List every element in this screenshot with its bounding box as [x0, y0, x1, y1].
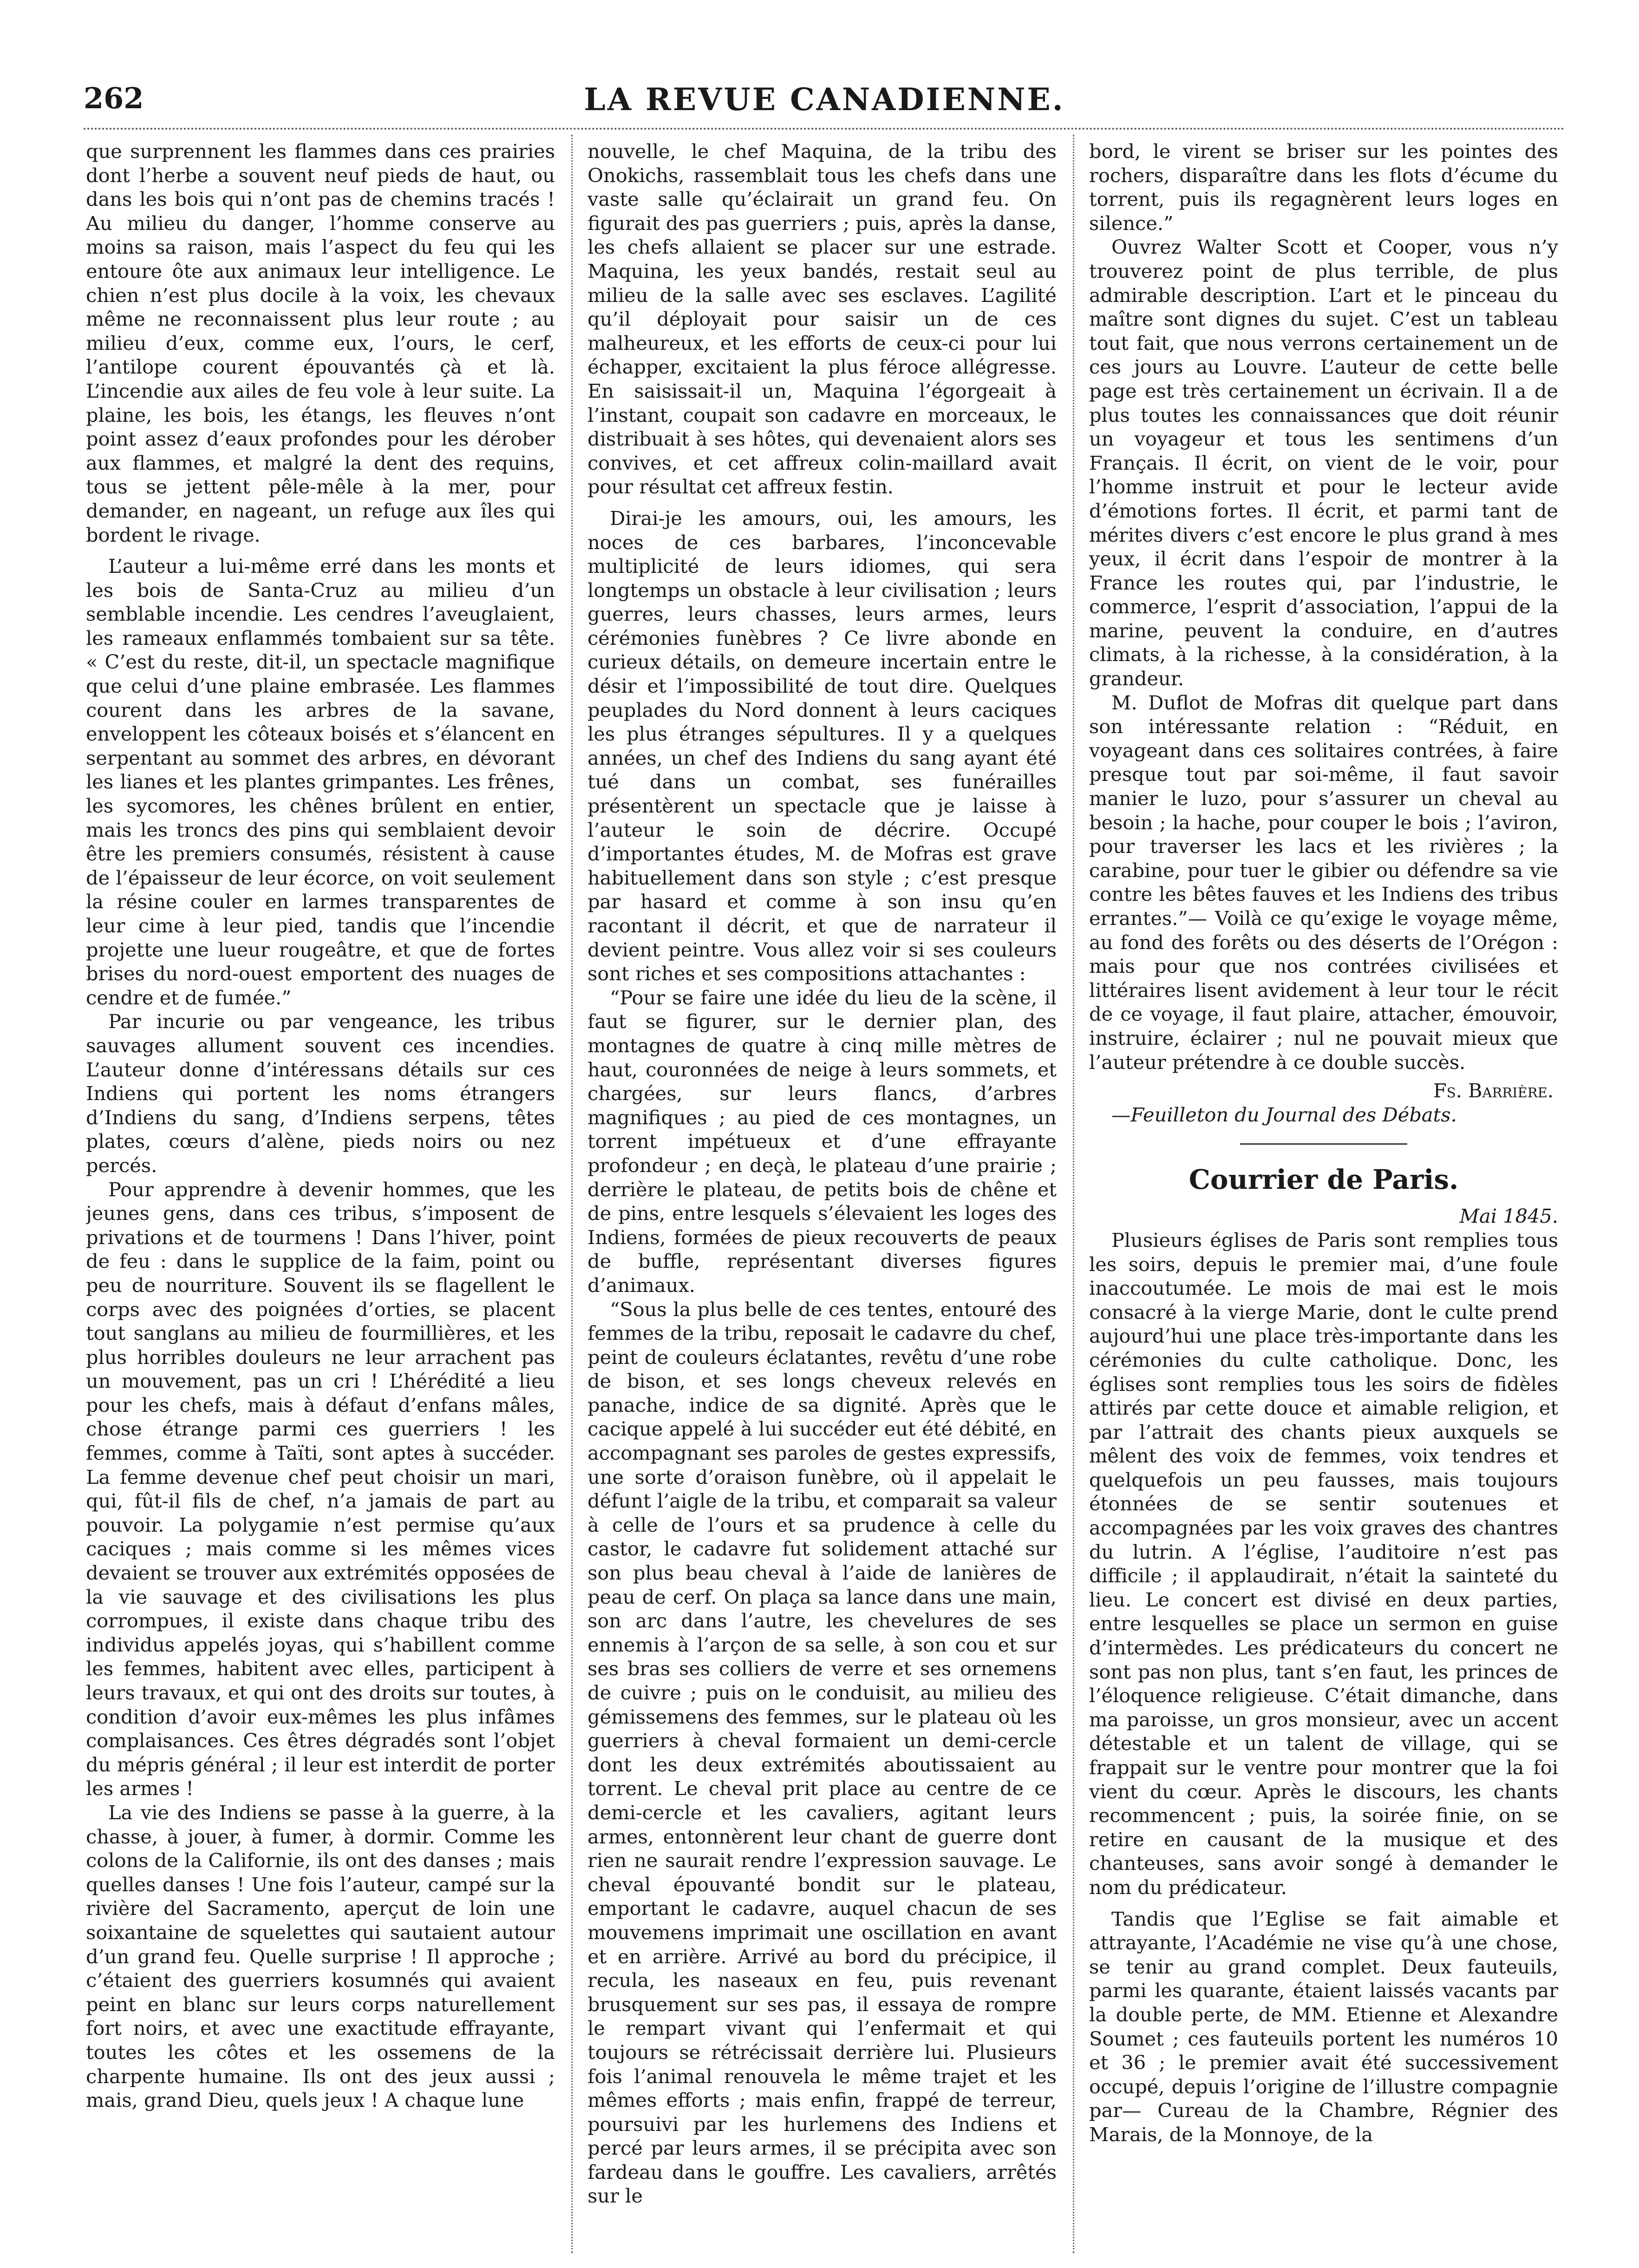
- column-divider: [1073, 135, 1074, 2253]
- paragraph: “Sous la plus belle de ces tentes, entouré des femmes de la tribu, reposait le cadavre du chef, peint de couleurs éclatantes, revêtu d’une robe de bison, et ses longs cheveux relevés en panache, indice de sa dignité. Après que le cacique appelé à lui succéder eut été débité, en accompagnant ses paroles de gestes expressifs, une sorte d’oraison funèbre, où il appelait le défunt l’aigle de la tribu, et comparait sa valeur à celle de l’ours et sa prudence à celle du castor, le cadavre fut solidement attaché sur son plus beau cheval à l’aide de lanières de peau de cerf. On plaça sa lance dans une main, son arc dans l’autre, les chevelures de ses ennemis à l’arçon de sa selle, à son cou et sur ses bras ses colliers de verre et ses ornemens de cuivre ; puis on le conduisit, au milieu des gémissemens des femmes, sur le plateau où les guerriers à cheval formaient un demi-cercle dont les deux extrémités aboutissaient au torrent. Le cheval prit place au centre de ce demi-cercle et les cavaliers, agitant leurs armes, entonnèrent leur chant de guerre dont rien ne saurait rendre l’expression sauvage. Le cheval épouvanté bondit sur le plateau, emportant le cadavre, auquel chacun de ses mouvemens imprimait une oscillation en avant et en arrière. Arrivé au bord du précipice, il recula, les naseaux en feu, puis revenant brusquement sur ses pas, il essaya de rompre le rempart vivant qui l’enfermait et qui toujours se rétrécissait derrière lui. Plusieurs fois l’animal renouvela le même trajet et les mêmes efforts ; mais enfin, frappé de terreur, poursuivi par les hurlemens des Indiens et percé par leurs armes, il se précipita avec son fardeau dans le gouffre. Les cavaliers, arrêtés sur le: [588, 1298, 1057, 2208]
- paragraph: “Pour se faire une idée du lieu de la scène, il faut se figurer, sur le dernier plan, des montagnes de quatre à cinq mille mètres de haut, couronnées de neige à leurs sommets, et chargées, sur leurs flancs, d’arbres magnifiques ; au pied de ces montagnes, un torrent impétueux et d’une effrayante profondeur ; en deçà, le plateau d’une prairie ; derrière le plateau, de petits bois de chêne et de pins, entre lesquels s’élevaient les loges des Indiens, formées de pieux recouverts de peaux de buffle, représentant diverses figures d’animaux.: [588, 986, 1057, 1297]
- column-divider: [571, 135, 573, 2253]
- page-number: 262: [84, 81, 144, 115]
- page-header: [84, 81, 1565, 132]
- article-source: —Feuilleton du Journal des Débats.: [1111, 1103, 1457, 1126]
- paragraph: Plusieurs églises de Paris sont remplies tous les soirs, depuis le premier mai, d’une foule inaccoutumée. Le mois de mai est le mois consacré à la vierge Marie, dont le culte prend aujourd’hui une place très-importante dans les cérémonies du culte catholique. Donc, les églises sont remplies tous les soirs de fidèles attirés par cette douce et aimable religion, et par l’attrait des chants pieux auxquels se mêlent des voix de femmes, voix tendres et quelquefois un peu fausses, mais toujours étonnées de se sentir soutenues et accompagnées par les voix graves des chantres du lutrin. A l’église, l’auditoire n’est pas difficile ; il applaudirait, n’était la sainteté du lieu. Le concert est divisé en deux parties, entre lesquelles se place un sermon en guise d’intermèdes. Les prédicateurs du concert ne sont pas non plus, tant s’en faut, les princes de l’éloquence religieuse. C’était dimanche, dans ma paroisse, un gros monsieur, avec un accent détestable et un talent de village, qui se frappait sur le ventre pour montrer que la foi vient du cœur. Après le discours, les chants recommencent ; puis, la soirée finie, on se retire en causant de la musique et des chanteuses, sans avoir songé à demander le nom du prédicateur.: [1089, 1228, 1558, 1899]
- paragraph: Pour apprendre à devenir hommes, que les jeunes gens, dans ces tribus, s’imposent de privations et de tourmens ! Dans l’hiver, point de feu : dans le supplice de la faim, point ou peu de nourriture. Souvent ils se flagellent le corps avec des poignées d’orties, se placent tout sanglans au milieu de fourmillières, et les plus horribles douleurs ne leur arrachent pas un mouvement, pas un cri ! L’hérédité a lieu pour les chefs, mais à défaut d’enfans mâles, chose étrange parmi ces guerriers ! les femmes, comme à Taïti, sont aptes à succéder. La femme devenue chef peut choisir un mari, qui, fût-il fils de chef, n’a jamais de part au pouvoir. La polygamie n’est permise qu’aux caciques ; mais comme si les mêmes vices devaient se trouver aux extrémités opposées de la vie sauvage et des civilisations les plus corrompues, il existe dans chaque tribu des individus appelés joyas, qui s’habillent comme les femmes, habitent avec elles, participent à leurs travaux, et qui ont des droits sur toutes, à condition d’avoir eux-mêmes les plus infâmes complaisances. Ces êtres dégradés sont l’objet du mépris général ; il leur est interdit de porter les armes !: [86, 1178, 555, 1800]
- column-3: [1089, 139, 1558, 2248]
- paragraph: Dirai-je les amours, oui, les amours, les noces de ces barbares, l’inconcevable multiplicité de leurs idiomes, qui sera longtemps un obstacle à leur civilisation ; leurs guerres, leurs chasses, leurs armes, leurs cérémonies funèbres ? Ce livre abonde en curieux détails, on demeure incertain entre le désir et l’impossibilité de tout dire. Quelques peuplades du Nord donnent à leurs caciques les plus étranges sépultures. Il y a quelques années, un chef des Indiens du sang ayant été tué dans un combat, ses funérailles présentèrent un spectacle que je laisse à l’auteur le soin de décrire. Occupé d’importantes études, M. de Mofras est grave habituellement dans son style ; c’est presque par hasard et comme à son insu qu’en racontant il décrit, et que de narrateur il devient peintre. Vous allez voir si ses couleurs sont riches et ses compositions attachantes :: [588, 506, 1057, 985]
- header-rule: [84, 128, 1565, 130]
- article-signature: Fs. Barrière.: [1433, 1079, 1554, 1102]
- paragraph: La vie des Indiens se passe à la guerre, à la chasse, à jouer, à fumer, à dormir. Comme les colons de la Californie, ils ont des danses ; mais quelles danses ! Une fois l’auteur, campé sur la rivière del Sacramento, aperçut de loin une soixantaine de squelettes qui sautaient autour d’un grand feu. Quelle surprise ! Il approche ; c’étaient des guerriers kosumnés qui avaient peint en blanc sur leurs corps naturellement fort noirs, et avec une exactitude effrayante, toutes les côtes et les ossemens de la charpente humaine. Ils ont des jeux aussi ; mais, grand Dieu, quels jeux ! A chaque lune: [86, 1801, 555, 2112]
- paragraph: Ouvrez Walter Scott et Cooper, vous n’y trouverez point de plus terrible, de plus admirable description. L’art et le pinceau du maître sont dignes du sujet. C’est un tableau tout fait, que nous verrons certainement un de ces jours au Louvre. L’auteur de cette belle page est très certainement un écrivain. Il a de plus toutes les connaissances que doit réunir un voyageur et tous les sentimens d’un Français. Il écrit, on vient de le voir, pour l’homme instruit et pour le lecteur avide d’émotions fortes. Il écrit, et parmi tant de mérites divers c’est encore le plus grand à mes yeux, il écrit dans l’espoir de montrer à la France les routes qui, par l’industrie, le commerce, l’esprit d’association, l’appui de la marine, peuvent la conduire, en d’autres climats, à la richesse, à la considération, à la grandeur.: [1089, 236, 1558, 690]
- paragraph: L’auteur a lui-même erré dans les monts et les bois de Santa-Cruz au milieu d’un semblable incendie. Les cendres l’aveuglaient, les rameaux enflammés tombaient sur sa tête. « C’est du reste, dit-il, un spectacle magnifique que celui d’une plaine embrasée. Les flammes courent dans les arbres de la savane, enveloppent les côteaux boisés et s’élancent en serpentant au sommet des arbres, en dévorant les lianes et les plantes grimpantes. Les frênes, les sycomores, les chênes brûlent en entier, mais les troncs des pins qui semblaient devoir être les premiers consumés, résistent à cause de l’épaisseur de leur écorce, on voit seulement la résine couler en larmes transparentes de leur cime à leur pied, tandis que l’incendie projette une lueur rougeâtre, et que de fortes brises du nord-ouest emportent des nuages de cendre et de fumée.”: [86, 555, 555, 1009]
- section-rule: [1240, 1143, 1407, 1145]
- running-title: LA REVUE CANADIENNE.: [584, 81, 1065, 118]
- paragraph: nouvelle, le chef Maquina, de la tribu des Onokichs, rassemblait tous les chefs dans une vaste salle qu’éclairait un grand feu. On figurait des pas guerriers ; puis, après la danse, les chefs allaient se placer sur une estrade. Maquina, les yeux bandés, restait seul au milieu de la salle avec ses esclaves. L’agilité qu’il déployait pour saisir un de ces malheureux, et les efforts de ceux-ci pour lui échapper, excitaient la plus féroce allégresse. En saisissait-il un, Maquina l’égorgeait à l’instant, coupait son cadavre en morceaux, le distribuait à ses hôtes, qui devenaient alors ses convives, et cet affreux colin-maillard avait pour résultat cet affreux festin.: [588, 140, 1057, 498]
- column-2: [588, 139, 1057, 2248]
- paragraph: bord, le virent se briser sur les pointes des rochers, disparaître dans les flots d’écume du torrent, puis ils regagnèrent leurs loges en silence.”: [1089, 140, 1558, 235]
- section-title: Courrier de Paris.: [1188, 1164, 1459, 1196]
- paragraph: que surprennent les flammes dans ces prairies dont l’herbe a souvent neuf pieds de haut, ou dans les bois qui n’ont pas de chemins tracés ! Au milieu du danger, l’homme conserve au moins sa raison, mais l’aspect du feu qui les entoure ôte aux animaux leur intelligence. Le chien n’est plus docile à la voix, les chevaux même ne reconnaissent plus leur route ; au milieu d’eux, comme eux, l’ours, le cerf, l’antilope courent épouvantés çà et là. L’incendie aux ailes de feu vole à leur suite. La plaine, les bois, les étangs, les fleuves n’ont point assez d’eaux profondes pour les dérober aux flammes, et malgré la dent des requins, tous se jettent pêle-mêle à la mer, pour demander, en nageant, un refuge aux îles qui bordent le rivage.: [86, 140, 555, 546]
- dateline: Mai 1845.: [1459, 1205, 1558, 1228]
- paragraph: Tandis que l’Eglise se fait aimable et attrayante, l’Académie ne vise qu’à une chose, se tenir au grand complet. Deux fauteuils, parmi les quarante, étaient laissés vacants par la double perte, de MM. Etienne et Alexandre Soumet ; ces fauteuils portent les numéros 10 et 36 ; le premier avait été successivement occupé, depuis l’origine de l’illustre compagnie par— Cureau de la Chambre, Régnier des Marais, de la Monnoye, de la: [1089, 1907, 1558, 2146]
- paragraph: M. Duflot de Mofras dit quelque part dans son intéressante relation : “Réduit, en voyageant dans ces solitaires contrées, à faire presque tout par soi-même, il faut savoir manier le luzo, pour s’assurer un cheval au besoin ; la hache, pour couper le bois ; l’aviron, pour traverser les lacs et les rivières ; la carabine, pour tuer le gibier ou défendre sa vie contre les bêtes fauves et les Indiens des tribus errantes.”— Voilà ce qu’exige le voyage même, au fond des forêts ou des déserts de l’Orégon : mais pour que nos contrées civilisées et littéraires lisent avidement à leur tour le récit de ce voyage, il faut plaire, attacher, émouvoir, instruire, éclairer ; nul ne pouvait mieux que l’auteur prétendre à ce double succès.: [1089, 691, 1558, 1074]
- column-1: [86, 139, 555, 2248]
- paragraph: Par incurie ou par vengeance, les tribus sauvages allument souvent ces incendies. L’auteur donne d’intéressans détails sur ces Indiens qui portent les noms étrangers d’Indiens du sang, d’Indiens serpens, têtes plates, cœurs d’alène, pieds noirs ou nez percés.: [86, 1010, 555, 1177]
